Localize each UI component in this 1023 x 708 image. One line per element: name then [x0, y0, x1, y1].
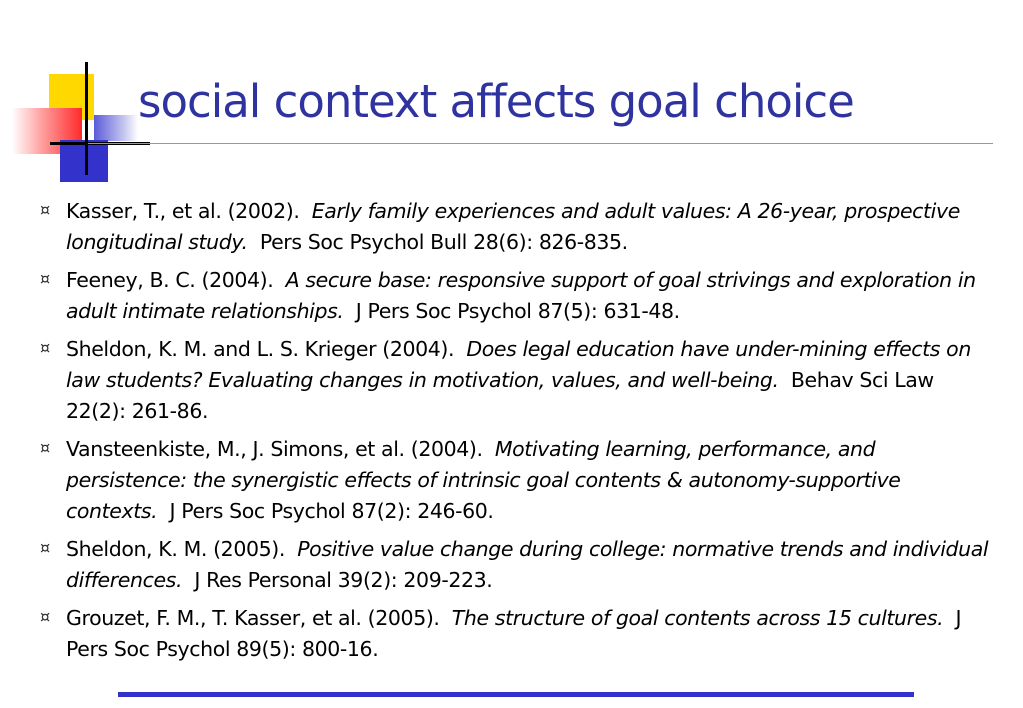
- vertical-line-shape: [85, 62, 88, 175]
- reference-authors: Sheldon, K. M. and L. S. Krieger (2004).: [66, 337, 455, 361]
- reference-item: [40, 434, 990, 527]
- bullet-icon: ¤: [40, 338, 50, 357]
- reference-source: J Pers Soc Psychol 87(5): 631-48.: [355, 299, 680, 323]
- reference-item: [40, 534, 990, 596]
- reference-authors: Feeney, B. C. (2004).: [66, 268, 274, 292]
- bullet-icon: ¤: [40, 438, 50, 457]
- reference-title: A secure base: responsive support of goal strivings and exploration in adult intimate relationships.: [66, 268, 976, 323]
- reference-list: [40, 196, 990, 672]
- blue-square-shape: [60, 140, 108, 182]
- reference-source: Behav Sci Law 22(2): 261-86.: [66, 368, 934, 423]
- reference-authors: Grouzet, F. M., T. Kasser, et al. (2005).: [66, 606, 440, 630]
- footer-divider: [118, 692, 914, 697]
- reference-title: Positive value change during college: normative trends and individual differences.: [66, 537, 989, 592]
- reference-title: Early family experiences and adult values: A 26-year, prospective longitudinal study.: [66, 199, 960, 254]
- blue-gradient-shape: [94, 115, 138, 141]
- reference-authors: Vansteenkiste, M., J. Simons, et al. (2004).: [66, 437, 483, 461]
- bullet-icon: ¤: [40, 607, 50, 626]
- reference-item: [40, 196, 990, 258]
- reference-item: [40, 265, 990, 327]
- bullet-icon: ¤: [40, 269, 50, 288]
- reference-title: Motivating learning, performance, and persistence: the synergistic effects of intrinsic goal contents & autonomy-supportive contexts.: [66, 437, 901, 523]
- reference-item: [40, 334, 990, 427]
- reference-source: J Res Personal 39(2): 209-223.: [194, 568, 493, 592]
- reference-title: Does legal education have under-mining effects on law students? Evaluating changes in motivation, values, and well-being.: [66, 337, 971, 392]
- reference-source: J Pers Soc Psychol 87(2): 246-60.: [169, 499, 494, 523]
- reference-item: [40, 603, 990, 665]
- reference-title: The structure of goal contents across 15 cultures.: [451, 606, 944, 630]
- bullet-icon: ¤: [40, 200, 50, 219]
- slide-title: social context affects goal choice: [138, 75, 854, 128]
- reference-authors: Sheldon, K. M. (2005).: [66, 537, 285, 561]
- slide-logo-decoration: [0, 0, 160, 200]
- reference-authors: Kasser, T., et al. (2002).: [66, 199, 300, 223]
- reference-source: J Pers Soc Psychol 89(5): 800-16.: [66, 606, 962, 661]
- bullet-icon: ¤: [40, 538, 50, 557]
- reference-source: Pers Soc Psychol Bull 28(6): 826-835.: [259, 230, 628, 254]
- title-underline: [88, 143, 993, 144]
